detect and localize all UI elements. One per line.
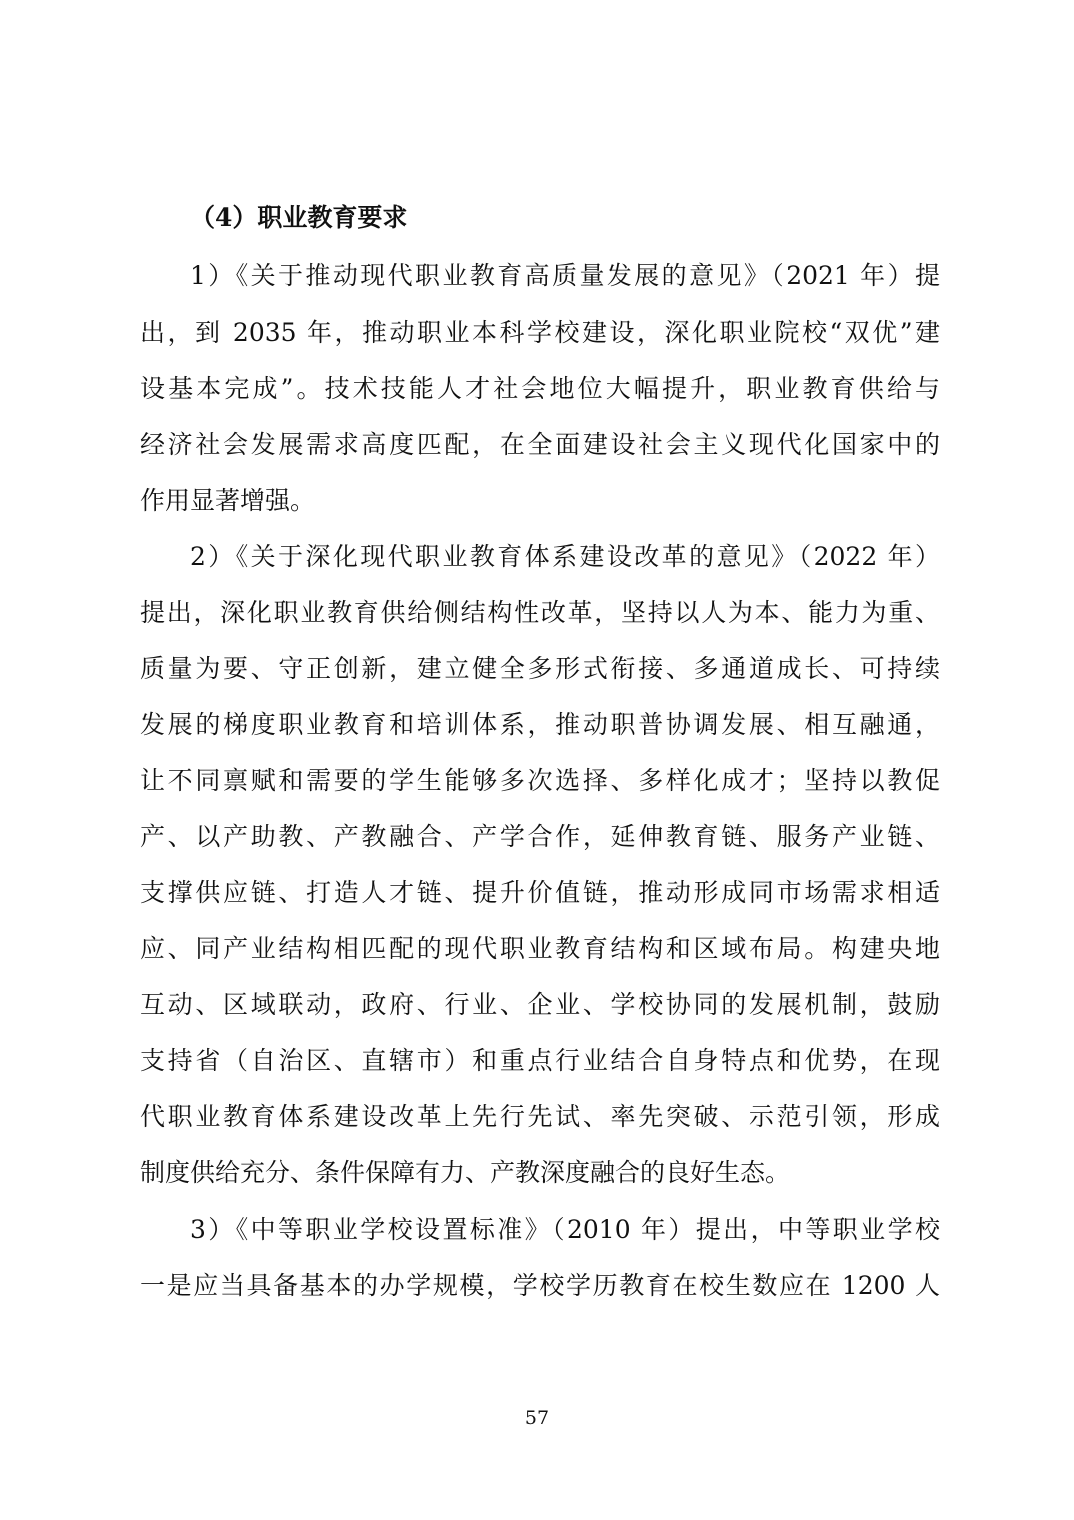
- paragraph-3-line-1: 3）《中等职业学校设置标准》（2010 年）提出，中等职业学校: [190, 1215, 940, 1244]
- paragraph-2-line-12: 制度供给充分、条件保障有力、产教深度融合的良好生态。: [140, 1158, 791, 1187]
- paragraph-1-line-5: 作用显著增强。: [140, 486, 316, 515]
- page-number: 57: [524, 1407, 550, 1429]
- paragraph-1-line-2: 出，到 2035 年，推动职业本科学校建设，深化职业院校“双优”建: [140, 318, 940, 347]
- paragraph-1-line-1: 1）《关于推动现代职业教育高质量发展的意见》（2021 年）提: [190, 261, 940, 290]
- paragraph-2-line-10: 支持省（自治区、直辖市）和重点行业结合自身特点和优势，在现: [140, 1046, 940, 1075]
- paragraph-2-line-9: 互动、区域联动，政府、行业、企业、学校协同的发展机制，鼓励: [140, 990, 940, 1019]
- paragraph-2-line-1: 2）《关于深化现代职业教育体系建设改革的意见》（2022 年）: [190, 542, 940, 571]
- section-heading: （4）职业教育要求: [190, 203, 408, 232]
- paragraph-2-line-6: 产、以产助教、产教融合、产学合作，延伸教育链、服务产业链、: [140, 822, 940, 851]
- paragraph-2-line-3: 质量为要、守正创新，建立健全多形式衔接、多通道成长、可持续: [140, 654, 940, 683]
- paragraph-2-line-7: 支撑供应链、打造人才链、提升价值链，推动形成同市场需求相适: [140, 878, 940, 907]
- paragraph-1-line-3: 设基本完成”。技术技能人才社会地位大幅提升，职业教育供给与: [140, 374, 940, 403]
- paragraph-1-line-4: 经济社会发展需求高度匹配，在全面建设社会主义现代化国家中的: [140, 430, 940, 459]
- paragraph-3-line-2: 一是应当具备基本的办学规模，学校学历教育在校生数应在 1200 人: [140, 1271, 940, 1300]
- paragraph-2-line-2: 提出，深化职业教育供给侧结构性改革，坚持以人为本、能力为重、: [140, 598, 940, 627]
- paragraph-2-line-5: 让不同禀赋和需要的学生能够多次选择、多样化成才；坚持以教促: [140, 766, 940, 795]
- paragraph-2-line-11: 代职业教育体系建设改革上先行先试、率先突破、示范引领，形成: [140, 1102, 940, 1131]
- paragraph-2-line-4: 发展的梯度职业教育和培训体系，推动职普协调发展、相互融通，: [140, 710, 940, 739]
- paragraph-2-line-8: 应、同产业结构相匹配的现代职业教育结构和区域布局。构建央地: [140, 934, 940, 963]
